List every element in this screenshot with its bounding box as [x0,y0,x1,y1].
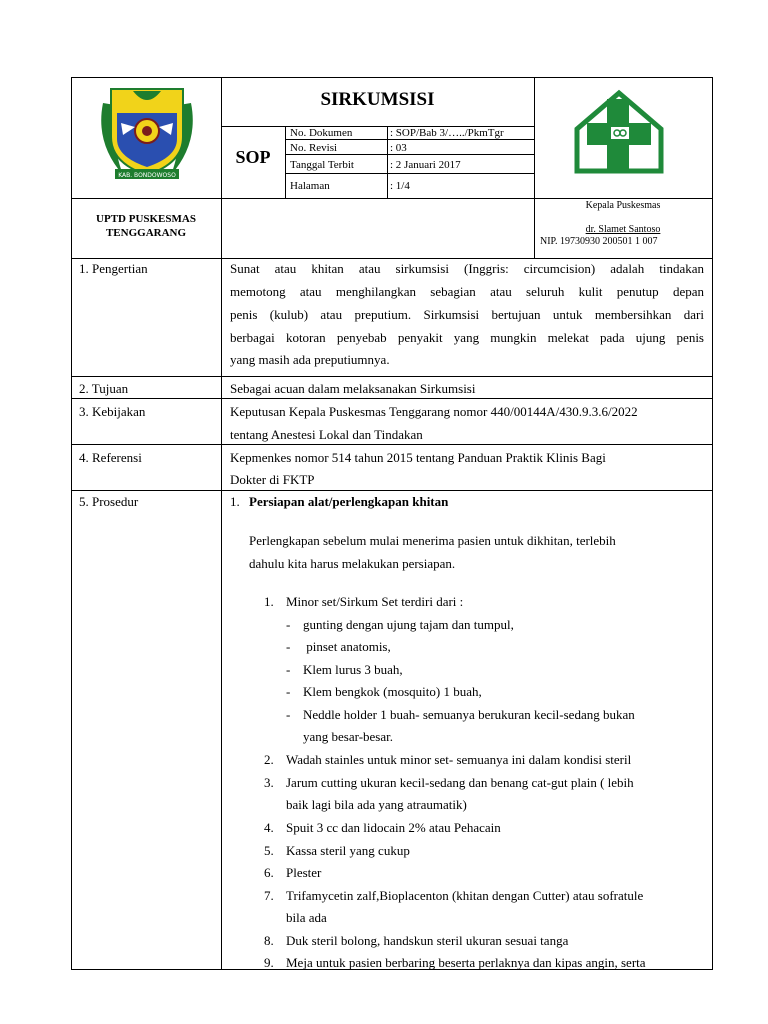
doc-number-value: : SOP/Bab 3/…../PkmTgr [390,127,504,139]
table-border-top [71,77,713,78]
pengertian-line-4: berbagai kotoran penyebab penyakit yang mungkin melekat pada ujung penis [230,330,704,345]
list-item: Spuit 3 cc dan lidocain 2% atau Pehacain [286,820,501,835]
sub-item-bullet: - [286,684,291,699]
list-item: Plester [286,865,322,880]
sub-item-bullet: - [286,707,291,722]
emblem-ribbon-text: KAB. BONDOWOSO [118,172,176,179]
org-name-line1: UPTD PUSKESMAS [96,213,196,225]
list-item: Minor set/Sirkum Set terdiri dari : [286,594,464,609]
referensi-label: 4. Referensi [79,450,142,465]
sub-item-bullet: - [286,639,291,654]
signatory-position: Kepala Puskesmas [585,200,661,211]
prosedur-intro-line-1: Perlengkapan sebelum mulai menerima pasien untuk dikhitan, terlebih [249,533,616,548]
list-item-number: 4. [264,820,274,835]
list-item-number: 3. [264,775,274,790]
list-item-number: 6. [264,865,274,880]
sub-item-bullet: - [286,662,291,677]
list-item-number: 7. [264,888,274,903]
doc-number-label: No. Dokumen [290,127,353,139]
page-count-label: Halaman [290,180,330,192]
kebijakan-line-2: tentang Anestesi Lokal dan Tindakan [230,427,423,442]
sub-item-bullet: - [286,617,291,632]
list-item: Wadah stainles untuk minor set- semuanya ini dalam kondisi steril [286,752,632,767]
list-item-continuation: baik lagi bila ada yang atraumatik) [286,797,467,812]
list-item: Jarum cutting ukuran kecil-sedang dan benang cat-gut plain ( lebih [286,775,634,790]
prosedur-label: 5. Prosedur [79,494,139,509]
sub-item: Klem bengkok (mosquito) 1 buah, [303,684,482,699]
list-item-number: 2. [264,752,274,767]
kebijakan-label: 3. Kebijakan [79,404,146,419]
signatory-name: dr. Slamet Santoso [585,224,661,235]
tujuan-text: Sebagai acuan dalam melaksanakan Sirkumsisi [230,381,476,396]
list-item-number: 1. [264,594,274,609]
revision-label: No. Revisi [290,142,338,154]
list-item: Trifamycetin zalf,Bioplacenton (khitan dengan Cutter) atau sofratule [286,888,644,903]
row-line-kebijakan [71,444,713,445]
prosedur-intro-line-2: dahulu kita harus melakukan persiapan. [249,556,456,571]
docinfo-row-line-3 [285,173,534,174]
page-title: SIRKUMSISI [320,89,435,110]
pengertian-line-5: yang masih ada preputiumnya. [230,352,390,367]
referensi-line-2: Dokter di FKTP [230,472,315,487]
sub-item-continuation: yang besar-besar. [303,729,393,744]
table-border-left [71,77,72,970]
org-name [71,212,221,240]
list-item-continuation: bila ada [286,910,327,925]
pengertian-label: 1. Pengertian [79,261,148,276]
regency-emblem-logo [93,83,201,187]
row-line-referensi [71,490,713,491]
revision-value: : 03 [390,142,407,154]
prosedur-step-title: Persiapan alat/perlengkapan khitan [249,494,449,509]
list-item-number: 8. [264,933,274,948]
row-line-pengertian [71,376,713,377]
signatory-nip: NIP. 19730930 200501 1 007 [540,236,658,247]
sub-item: gunting dengan ujung tajam dan tumpul, [303,617,514,632]
puskesmas-logo [573,89,665,175]
pengertian-line-2: memotong atau menghilangkan sebagian atau seluruh kulit penutup depan [230,284,704,299]
list-item: Meja untuk pasien berbaring beserta perlaknya dan kipas angin, serta [286,955,646,970]
pengertian-line-1: Sunat atau khitan atau sirkumsisi (Inggris: circumcision) adalah tindakan [230,261,704,276]
header-divider-sop [285,126,286,198]
row-line-tujuan [71,398,713,399]
list-item-number: 5. [264,843,274,858]
sub-item: Neddle holder 1 buah- semuanya berukuran kecil-sedang bukan [303,707,635,722]
referensi-line-1: Kepmenkes nomor 514 tahun 2015 tentang Panduan Praktik Klinis Bagi [230,450,606,465]
sub-item: Klem lurus 3 buah, [303,662,403,677]
tujuan-label: 2. Tujuan [79,381,129,396]
issue-date-label: Tanggal Terbit [290,159,354,171]
prosedur-step-number: 1. [230,494,240,509]
org-name-line2: TENGGARANG [105,227,187,239]
sub-item: pinset anatomis, [303,639,391,654]
header-bottom-line [71,258,713,259]
table-border-right [712,77,713,970]
list-item-number: 9. [264,955,274,970]
header-divider-docinfo [387,126,388,198]
list-item: Kassa steril yang cukup [286,843,410,858]
list-item: Duk steril bolong, handskun steril ukuran sesuai tanga [286,933,569,948]
label-column-divider [221,258,222,970]
kebijakan-line-1: Keputusan Kepala Puskesmas Tenggarang nomor 440/00144A/430.9.3.6/2022 [230,404,638,419]
page-count-value: : 1/4 [390,180,410,192]
issue-date-value: : 2 Januari 2017 [390,159,461,171]
pengertian-line-3: penis (kulub) atau preputium. Sirkumsisi bertujuan untuk membersihkan dari [230,307,704,322]
sop-label: SOP [235,147,271,167]
